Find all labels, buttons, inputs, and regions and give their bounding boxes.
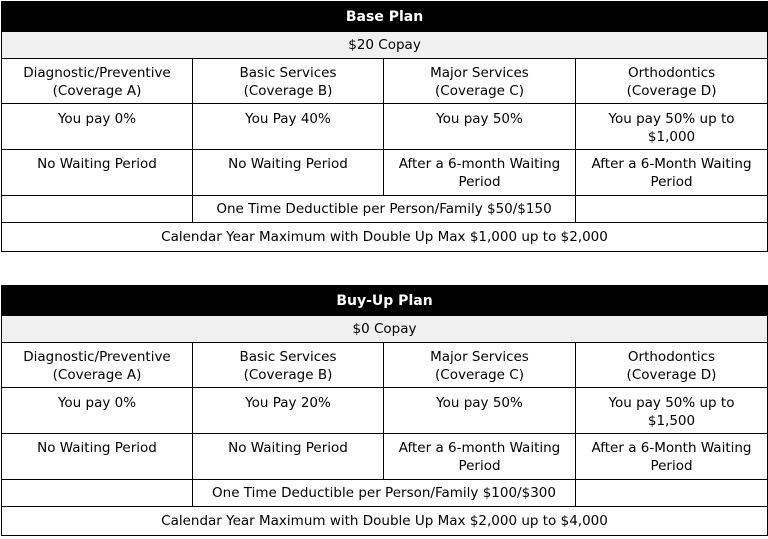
coverage-a-pay [2,104,193,150]
coverage-d-header [576,343,768,388]
coverage-c-wait [384,150,576,196]
coverage-b-pay [193,104,384,150]
plan-title: Buy-Up Plan [2,286,768,316]
coverage-c-header [384,343,576,388]
buy-up-plan-table [1,285,768,536]
coverage-code: (Coverage B) [243,83,333,99]
coverage-code: (Coverage D) [626,83,717,99]
maximum-cell: Calendar Year Maximum with Double Up Max $2,000 up to $4,000 [2,507,768,536]
coverage-a-pay [2,388,193,434]
pay-text: You pay 0% [57,111,137,127]
coverage-a-wait [2,150,193,196]
pay-text: You pay 50% [436,395,523,411]
pay-text: You pay 50% [436,111,523,127]
coverage-name: Orthodontics [627,65,716,81]
copay-cell: $20 Copay [2,32,768,59]
coverage-c-pay [384,104,576,150]
coverage-d-pay [576,388,768,434]
coverage-name: Basic Services [239,349,337,365]
deductible-empty-left [2,480,193,507]
coverage-c-wait [384,434,576,480]
coverage-name: Major Services [430,65,529,81]
coverage-name: Orthodontics [627,349,716,365]
coverage-a-header [2,343,193,388]
wait-text: After a 6-month Waiting [398,440,561,456]
wait-text-2: Period [458,458,501,474]
coverage-code: (Coverage C) [435,83,524,99]
wait-text: After a 6-month Waiting [398,156,561,172]
wait-text-2: Period [458,174,501,190]
coverage-code: (Coverage A) [52,83,142,99]
coverage-b-wait [193,150,384,196]
coverage-a-wait [2,434,193,480]
coverage-name: Diagnostic/Preventive [23,65,171,81]
plan-title: Base Plan [2,2,768,32]
wait-text: No Waiting Period [228,440,348,456]
coverage-d-pay [576,104,768,150]
coverage-code: (Coverage C) [435,367,524,383]
coverage-d-wait [576,434,768,480]
coverage-code: (Coverage B) [243,367,333,383]
coverage-a-header [2,59,193,104]
coverage-b-pay [193,388,384,434]
pay-text: You Pay 40% [245,111,331,127]
deductible-cell: One Time Deductible per Person/Family $100/$300 [193,480,576,507]
pay-text: You Pay 20% [245,395,331,411]
coverage-d-wait [576,150,768,196]
base-plan-table [1,1,768,252]
coverage-name: Diagnostic/Preventive [23,349,171,365]
coverage-b-header [193,343,384,388]
deductible-empty-right [576,196,768,223]
pay-text-2: $1,500 [647,413,696,429]
wait-text: After a 6-Month Waiting [591,156,752,172]
coverage-code: (Coverage D) [626,367,717,383]
wait-text: After a 6-Month Waiting [591,440,752,456]
wait-text: No Waiting Period [37,440,157,456]
wait-text: No Waiting Period [37,156,157,172]
pay-text: You pay 50% up to [608,111,735,127]
wait-text-2: Period [650,174,693,190]
coverage-code: (Coverage A) [52,367,142,383]
deductible-empty-left [2,196,193,223]
coverage-name: Basic Services [239,65,337,81]
coverage-c-pay [384,388,576,434]
pay-text: You pay 50% up to [608,395,735,411]
pay-text: You pay 0% [57,395,137,411]
deductible-cell: One Time Deductible per Person/Family $50/$150 [193,196,576,223]
wait-text: No Waiting Period [228,156,348,172]
coverage-b-wait [193,434,384,480]
deductible-empty-right [576,480,768,507]
coverage-c-header [384,59,576,104]
coverage-name: Major Services [430,349,529,365]
maximum-cell: Calendar Year Maximum with Double Up Max $1,000 up to $2,000 [2,223,768,252]
coverage-b-header [193,59,384,104]
coverage-d-header [576,59,768,104]
pay-text-2: $1,000 [647,129,696,145]
copay-cell: $0 Copay [2,316,768,343]
wait-text-2: Period [650,458,693,474]
